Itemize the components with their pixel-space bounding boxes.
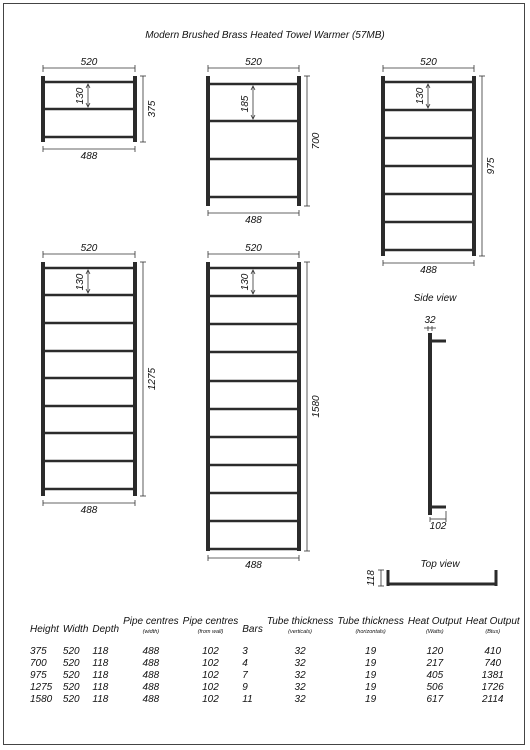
drawing-0-height-label: 375 [147, 100, 158, 118]
cell-depth: 118 [92, 694, 109, 705]
cell-heat-btus: 410 [484, 646, 502, 657]
header-bars: Bars [242, 624, 263, 635]
top-view-depth-label: 118 [366, 570, 377, 586]
drawing-2-gap-label: 130 [415, 87, 426, 105]
cell-pipe-centres-width: 488 [142, 670, 160, 681]
table-row [28, 694, 522, 706]
cell-pipe-centres-width: 488 [142, 694, 160, 705]
cell-height: 1580 [30, 694, 53, 705]
cell-pipe-centres-width: 488 [142, 682, 160, 693]
cell-width: 520 [62, 670, 80, 681]
cell-bars: 9 [242, 682, 248, 693]
cell-tube-horizontals: 19 [365, 694, 377, 705]
cell-tube-horizontals: 19 [365, 646, 377, 657]
header-width: Width [62, 624, 89, 635]
cell-tube-horizontals: 19 [365, 682, 377, 693]
cell-heat-watts: 217 [426, 658, 444, 669]
cell-depth: 118 [92, 670, 109, 681]
side-view-label: Side view [413, 293, 457, 304]
drawing-4-gap-label: 130 [240, 273, 251, 291]
cell-pipe-centres-width: 488 [142, 646, 160, 657]
cell-tube-verticals: 32 [294, 658, 306, 669]
cell-heat-watts: 405 [426, 670, 444, 681]
cell-depth: 118 [92, 682, 109, 693]
drawing-4-width-top-label: 520 [245, 243, 262, 254]
cell-heat-btus: 740 [484, 658, 502, 669]
cell-width: 520 [62, 694, 80, 705]
cell-width: 520 [62, 682, 80, 693]
cell-tube-verticals: 32 [294, 682, 306, 693]
table-row [28, 670, 522, 682]
table-row [28, 646, 522, 658]
cell-height: 375 [30, 646, 47, 657]
cell-height: 700 [30, 658, 47, 669]
cell-pipe-centres-wall: 102 [202, 670, 219, 681]
spec-table [28, 616, 522, 706]
drawing-3-width-top-label: 520 [80, 243, 98, 254]
cell-bars: 7 [242, 670, 248, 681]
table-row [28, 682, 522, 694]
cell-tube-verticals: 32 [294, 670, 306, 681]
drawing-2-height-label: 975 [486, 157, 497, 175]
cell-heat-watts: 506 [426, 682, 444, 693]
drawing-0-gap-label: 130 [75, 87, 86, 105]
table-row [28, 658, 522, 670]
side-view-tube-label: 32 [424, 315, 436, 326]
drawing-3-width-bottom-label: 488 [80, 505, 98, 516]
cell-tube-horizontals: 19 [365, 658, 377, 669]
cell-bars: 4 [242, 658, 248, 669]
cell-tube-verticals: 32 [294, 694, 306, 705]
drawing-1-height-label: 700 [311, 132, 322, 150]
drawing-2-width-bottom-label: 488 [420, 265, 437, 276]
header-pipe-centres-wall: Pipe centres (from wall) [182, 616, 239, 635]
drawing-1-width-top-label: 520 [245, 57, 262, 68]
header-heat-btus: Heat Output (Btus) [465, 616, 520, 635]
cell-width: 520 [62, 658, 80, 669]
side-view-centres-label: 102 [429, 521, 447, 532]
drawing-4-width-bottom-label: 488 [245, 560, 262, 571]
cell-heat-btus: 1381 [481, 670, 504, 681]
header-tube-horizontals: Tube thickness (horizontals) [337, 616, 404, 635]
drawing-3-gap-label: 130 [75, 273, 86, 291]
drawing-1-width-bottom-label: 488 [245, 215, 262, 226]
cell-pipe-centres-width: 488 [142, 658, 160, 669]
cell-height: 1275 [30, 682, 53, 693]
cell-tube-horizontals: 19 [365, 670, 377, 681]
cell-width: 520 [62, 646, 80, 657]
drawing-0-width-top-label: 520 [80, 57, 98, 68]
header-height: Height [30, 624, 59, 635]
drawing-1-gap-label: 185 [240, 95, 251, 113]
header-pipe-centres-width: Pipe centres (width) [123, 616, 179, 635]
cell-pipe-centres-wall: 102 [202, 658, 219, 669]
drawing-2-width-top-label: 520 [420, 57, 437, 68]
page-title: Modern Brushed Brass Heated Towel Warmer (57MB) [145, 30, 385, 41]
cell-tube-verticals: 32 [294, 646, 306, 657]
cell-heat-watts: 617 [426, 694, 444, 705]
cell-pipe-centres-wall: 102 [202, 646, 219, 657]
drawing-3-height-label: 1275 [147, 367, 158, 391]
cell-bars: 11 [242, 694, 253, 705]
drawing-0-width-bottom-label: 488 [80, 151, 98, 162]
drawing-4-height-label: 1580 [311, 395, 322, 418]
header-heat-watts: Heat Output (Watts) [407, 616, 462, 635]
cell-heat-btus: 1726 [481, 682, 504, 693]
spec-table-header [28, 616, 522, 646]
header-depth: Depth [92, 624, 120, 635]
cell-pipe-centres-wall: 102 [202, 682, 219, 693]
cell-heat-btus: 2114 [481, 694, 504, 705]
cell-height: 975 [30, 670, 47, 681]
cell-depth: 118 [92, 658, 109, 669]
cell-heat-watts: 120 [426, 646, 444, 657]
header-tube-verticals: Tube thickness (verticals) [266, 616, 334, 635]
cell-depth: 118 [92, 646, 109, 657]
cell-pipe-centres-wall: 102 [202, 694, 219, 705]
top-view-label: Top view [420, 559, 460, 570]
cell-bars: 3 [242, 646, 248, 657]
